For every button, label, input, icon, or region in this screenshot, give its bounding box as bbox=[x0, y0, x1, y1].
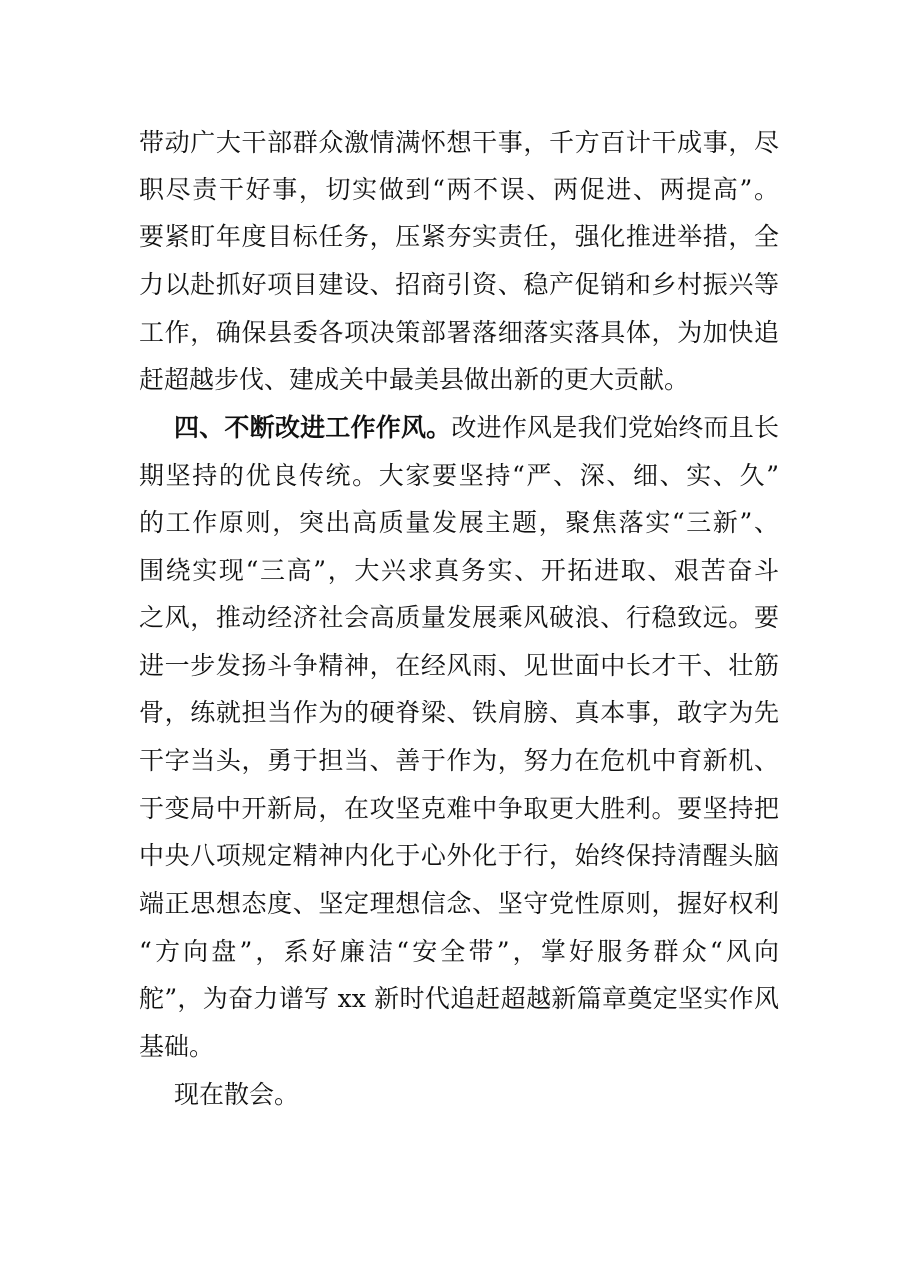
paragraph-line: 赶超越步伐、建成关中最美县做出新的更大贡献。 bbox=[139, 365, 690, 394]
closing-line: 现在散会。 bbox=[174, 1080, 300, 1109]
paragraph-line: 要紧盯年度目标任务，压紧夯实责任，强化推进举措，全 bbox=[139, 222, 779, 251]
paragraph-line: 职尽责干好事，切实做到“两不误、两促进、两提高”。 bbox=[139, 175, 779, 204]
paragraph-line: 围绕实现“三高”，大兴求真务实、开拓进取、艰苦奋斗 bbox=[139, 556, 779, 585]
paragraph-line: 的工作原则，突出高质量发展主题，聚焦落实“三新”、 bbox=[139, 508, 779, 537]
paragraph-line: 舵”，为奋力谱写 xx 新时代追赶超越新篇章奠定坚实作风 bbox=[139, 984, 779, 1013]
section-heading: 四、不断改进工作作风。 bbox=[174, 413, 452, 442]
section-first-line-text: 改进作风是我们党始终而且长 bbox=[451, 413, 779, 442]
paragraph-line: 力以赴抓好项目建设、招商引资、稳产促销和乡村振兴等 bbox=[139, 270, 779, 299]
paragraph-line: 基础。 bbox=[139, 1032, 215, 1061]
paragraph-line: 中央八项规定精神内化于心外化于行，始终保持清醒头脑 bbox=[139, 841, 779, 870]
paragraph-line: 期坚持的优良传统。大家要坚持“严、深、细、实、久” bbox=[139, 461, 779, 490]
section-four-first-line bbox=[174, 413, 779, 443]
paragraph-line: 之风，推动经济社会高质量发展乘风破浪、行稳致远。要 bbox=[139, 603, 779, 632]
paragraph-line: 进一步发扬斗争精神，在经风雨、见世面中长才干、壮筋 bbox=[139, 651, 779, 680]
paragraph-line: 于变局中开新局，在攻坚克难中争取更大胜利。要坚持把 bbox=[139, 794, 779, 823]
paragraph-line: 工作，确保县委各项决策部署落细落实落具体，为加快追 bbox=[139, 318, 779, 347]
paragraph-line: 骨，练就担当作为的硬脊梁、铁肩膀、真本事，敢字为先 bbox=[139, 698, 779, 727]
paragraph-line: 端正思想态度、坚定理想信念、坚守党性原则，握好权利 bbox=[139, 889, 779, 918]
paragraph-line: 干字当头，勇于担当、善于作为，努力在危机中育新机、 bbox=[139, 746, 779, 775]
paragraph-line: 带动广大干部群众激情满怀想干事，千方百计干成事，尽 bbox=[139, 128, 779, 157]
paragraph-line: “方向盘”，系好廉洁“安全带”，掌好服务群众“风向 bbox=[139, 937, 779, 966]
